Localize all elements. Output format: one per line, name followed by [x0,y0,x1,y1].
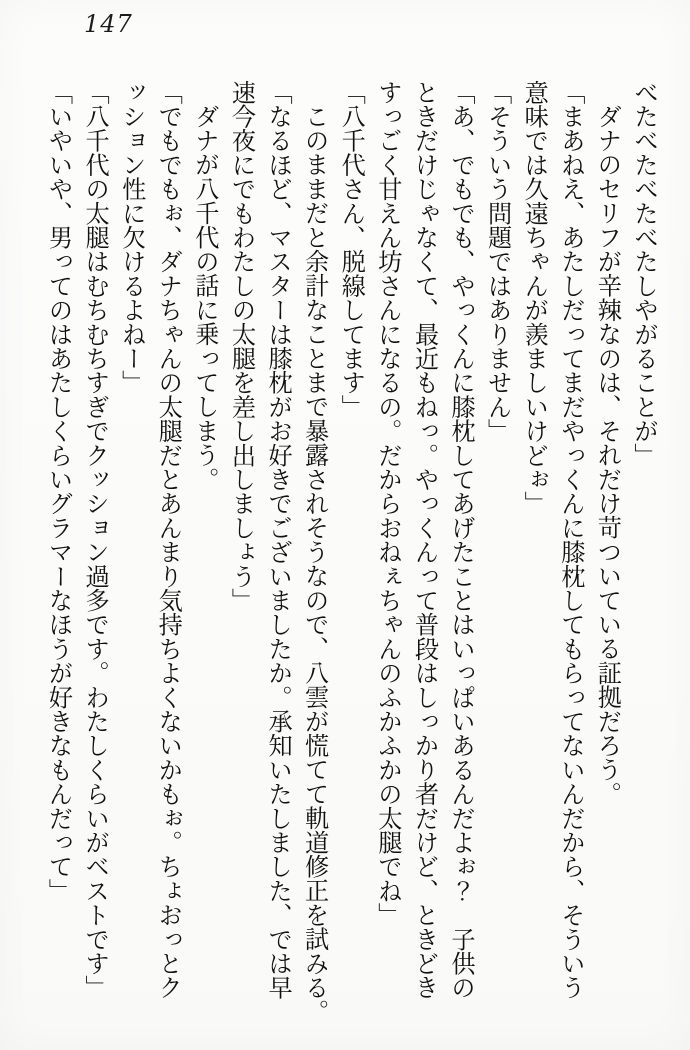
text-line: 「いやいや、男ってのはあたしくらいグラマーなほうが好きなもんだって」 [44,80,73,903]
text-line: ダナのセリフが辛辣なのは、それだけ苛ついている証拠だろう。 [593,104,622,806]
text-line: 意味では久遠ちゃんが羨ましいけどぉ」 [520,80,549,516]
text-line: 「でもでもぉ、ダナちゃんの太腿だとあんまり気持ちよくないかもぉ。ちょおっとク [154,80,183,1000]
text-line: 「八千代さん、脱線してます」 [337,80,366,419]
page-number: 147 [84,10,133,38]
text-line: ッション性に欠けるよねー」 [117,80,146,395]
text-line: 「まあねえ、あたしだってまだやっくんに膝枕してもらってないんだから、そういう [556,80,585,1000]
text-line: 「あ、でもでも、やっくんに膝枕してあげたことはいっぱいあるんだよぉ？ 子供の [447,80,476,1000]
text-line: 「そういう問題ではありません」 [483,80,512,443]
text-line: 「なるほど、マスターは膝枕がお好きでございましたか。承知いたしました、では早 [264,80,293,1000]
text-line: 速今夜にでもわたしの太腿を差し出しましょう」 [227,80,256,613]
text-line: すっごく甘えん坊さんになるの。だからおねぇちゃんのふかふかの太腿でね」 [373,80,402,927]
text-line: 「八千代の太腿はむちむちすぎでクッション過多です。わたしくらいがベストです」 [81,80,110,1000]
text-block [40,80,662,1024]
text-line: ときだけじゃなくて、最近もねっ。やっくんって普段はしっかり者だけど、ときどき [410,80,439,1000]
text-line: このままだと余計なことまで暴露されそうなので、八雲が慌てて軌道修正を試みる。 [300,104,329,1024]
text-line: ダナが八千代の話に乗ってしまう。 [190,104,219,492]
text-line: べたべたべたべたしやがることが」 [630,80,658,468]
